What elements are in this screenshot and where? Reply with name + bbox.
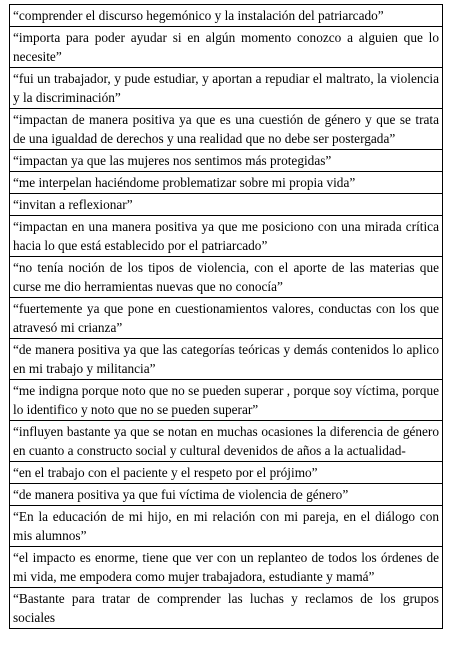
quotes-table	[9, 4, 443, 629]
table-row	[10, 109, 443, 150]
quote-cell: “influyen bastante ya que se notan en muchas ocasiones la diferencia de género en cuanto a constructo social y cultural devenidos de años a la actualidad-	[10, 421, 443, 462]
table-row	[10, 172, 443, 194]
quote-cell: “comprender el discurso hegemónico y la instalación del patriarcado”	[10, 5, 443, 27]
table-row	[10, 298, 443, 339]
table-row	[10, 68, 443, 109]
table-row	[10, 27, 443, 68]
quote-cell: “En la educación de mi hijo, en mi relación con mi pareja, en el diálogo con mis alumnos”	[10, 506, 443, 547]
table-row	[10, 5, 443, 27]
table-row	[10, 506, 443, 547]
quote-cell: “fuertemente ya que pone en cuestionamientos valores, conductas con los que atravesó mi crianza”	[10, 298, 443, 339]
quote-cell: “me interpelan haciéndome problematizar sobre mi propia vida”	[10, 172, 443, 194]
quote-cell: “impactan ya que las mujeres nos sentimos más protegidas”	[10, 150, 443, 172]
quote-cell: “invitan a reflexionar”	[10, 194, 443, 216]
quote-cell: “en el trabajo con el paciente y el respeto por el prójimo”	[10, 462, 443, 484]
quote-cell: “Bastante para tratar de comprender las luchas y reclamos de los grupos sociales	[10, 588, 443, 629]
quote-cell: “el impacto es enorme, tiene que ver con un replanteo de todos los órdenes de mi vida, me empodera como mujer trabajadora, estudiante y mamá”	[10, 547, 443, 588]
table-row	[10, 484, 443, 506]
table-row	[10, 547, 443, 588]
quote-cell: “fui un trabajador, y pude estudiar, y aportan a repudiar el maltrato, la violencia y la discriminación”	[10, 68, 443, 109]
table-row	[10, 150, 443, 172]
quote-cell: “de manera positiva ya que fui víctima de violencia de género”	[10, 484, 443, 506]
quote-cell: “me indigna porque noto que no se pueden superar , porque soy víctima, porque lo identifico y noto que no se pueden superar”	[10, 380, 443, 421]
table-row	[10, 216, 443, 257]
table-row	[10, 194, 443, 216]
table-row	[10, 257, 443, 298]
table-row	[10, 462, 443, 484]
quote-cell: “no tenía noción de los tipos de violencia, con el aporte de las materias que curse me dio herramientas nuevas que no conocía”	[10, 257, 443, 298]
table-row	[10, 588, 443, 629]
quote-cell: “de manera positiva ya que las categorías teóricas y demás contenidos lo aplico en mi trabajo y militancia”	[10, 339, 443, 380]
quote-cell: “impactan en una manera positiva ya que me posiciono con una mirada crítica hacia lo que está establecido por el patriarcado”	[10, 216, 443, 257]
quote-cell: “impactan de manera positiva ya que es una cuestión de género y que se trata de una igualdad de derechos y una realidad que no debe ser postergada”	[10, 109, 443, 150]
table-row	[10, 339, 443, 380]
quote-cell: “importa para poder ayudar si en algún momento conozco a alguien que lo necesite”	[10, 27, 443, 68]
table-row	[10, 380, 443, 421]
table-row	[10, 421, 443, 462]
